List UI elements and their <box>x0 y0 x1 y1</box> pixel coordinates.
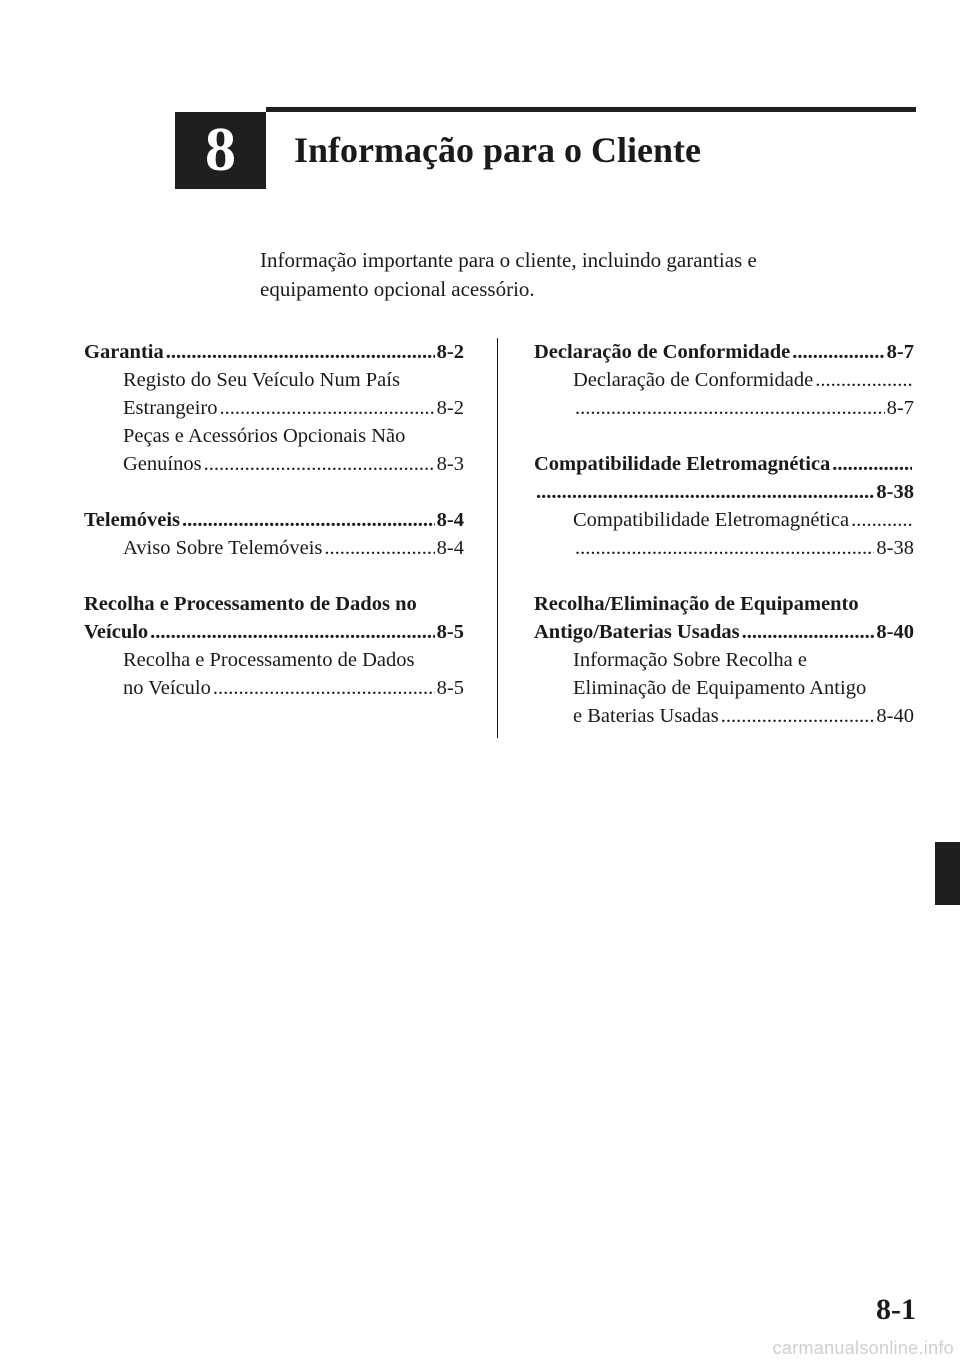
toc-section-recolha <box>84 590 464 702</box>
toc-entry-label: e Baterias Usadas <box>573 705 719 727</box>
toc-page-ref: 8-3 <box>436 453 464 475</box>
toc-page-ref: 8-2 <box>436 341 464 363</box>
dot-leader <box>213 674 435 702</box>
toc-entry-label: Estrangeiro <box>123 397 218 419</box>
toc-heading[interactable] <box>84 506 464 534</box>
toc-entry[interactable] <box>84 366 464 422</box>
toc-page-ref: 8-5 <box>436 621 464 643</box>
dot-leader <box>324 534 434 562</box>
dot-leader <box>204 450 435 478</box>
toc-entry-label: Compatibilidade Eletromagnética <box>573 509 850 531</box>
dot-leader <box>575 534 874 562</box>
toc-entry[interactable] <box>84 422 464 478</box>
toc-right-column <box>534 338 914 758</box>
toc-section-eliminacao <box>534 590 914 730</box>
toc-entry-label: Registo do Seu Veículo Num País <box>123 369 400 391</box>
toc-entry-label: no Veículo <box>123 677 211 699</box>
toc-heading[interactable] <box>534 338 914 366</box>
toc-page-ref: 8-5 <box>436 677 464 699</box>
toc-entry-label: Eliminação de Equipamento Antigo <box>573 677 867 699</box>
toc-heading-label: Compatibilidade Eletromagnética <box>534 453 831 475</box>
chapter-thumb-tab <box>935 842 960 905</box>
dot-leader <box>742 618 875 646</box>
intro-line: Informação importante para o cliente, incluindo garantias e <box>260 248 757 272</box>
chapter-number-box <box>175 112 266 189</box>
column-divider <box>497 338 498 738</box>
toc-heading-label: Veículo <box>84 621 149 643</box>
dot-leader <box>220 394 435 422</box>
toc-heading[interactable] <box>534 590 914 646</box>
toc-heading[interactable] <box>84 590 464 646</box>
dot-leader <box>182 506 435 534</box>
page-number: 8-1 <box>876 1293 916 1326</box>
toc-entry[interactable] <box>84 646 464 702</box>
dot-leader <box>536 478 874 506</box>
toc-entry[interactable] <box>534 366 914 422</box>
toc-heading-label: Garantia <box>84 341 164 363</box>
toc-entry-label: Peças e Acessórios Opcionais Não <box>123 425 406 447</box>
dot-leader <box>851 506 912 534</box>
toc-heading-label: Telemóveis <box>84 509 181 531</box>
toc-page-ref: 8-4 <box>436 509 464 531</box>
toc-page-ref: 8-38 <box>876 481 914 503</box>
toc-entry-label: Genuínos <box>123 453 202 475</box>
dot-leader <box>575 394 885 422</box>
toc-page-ref: 8-40 <box>876 621 914 643</box>
toc-heading[interactable] <box>84 338 464 366</box>
toc-section-declaracao <box>534 338 914 422</box>
toc-entry[interactable] <box>534 646 914 730</box>
intro-line: equipamento opcional acessório. <box>260 277 535 301</box>
toc-page-ref: 8-40 <box>876 705 914 727</box>
chapter-title: Informação para o Cliente <box>294 130 701 170</box>
toc-entry-label: Aviso Sobre Telemóveis <box>123 537 323 559</box>
dot-leader <box>815 366 912 394</box>
toc-entry[interactable] <box>534 506 914 562</box>
toc-entry-label: Declaração de Conformidade <box>573 369 814 391</box>
title-rule <box>266 107 916 112</box>
chapter-intro <box>260 246 860 304</box>
toc-page-ref: 8-4 <box>436 537 464 559</box>
toc-entry-label: Recolha e Processamento de Dados <box>123 649 415 671</box>
dot-leader <box>721 702 875 730</box>
toc-page-ref: 8-2 <box>436 397 464 419</box>
dot-leader <box>832 450 912 478</box>
toc-page-ref: 8-7 <box>886 397 914 419</box>
dot-leader <box>150 618 435 646</box>
toc-heading-label: Declaração de Conformidade <box>534 341 791 363</box>
toc-page-ref: 8-7 <box>886 341 914 363</box>
chapter-number: 8 <box>205 116 236 184</box>
toc-section-garantia <box>84 338 464 478</box>
toc-heading-label: Recolha e Processamento de Dados no <box>84 593 417 615</box>
toc-page-ref: 8-38 <box>876 537 914 559</box>
watermark: carmanualsonline.info <box>772 1338 954 1358</box>
toc-left-column <box>84 338 464 730</box>
toc-section-compatibilidade <box>534 450 914 562</box>
dot-leader <box>166 338 435 366</box>
toc-heading-label: Recolha/Eliminação de Equipamento <box>534 593 859 615</box>
toc-entry-label: Informação Sobre Recolha e <box>573 649 807 671</box>
toc-entry[interactable] <box>84 534 464 562</box>
toc-heading-label: Antigo/Baterias Usadas <box>534 621 740 643</box>
toc-section-telemoveis <box>84 506 464 562</box>
dot-leader <box>792 338 884 366</box>
toc-heading[interactable] <box>534 450 914 506</box>
